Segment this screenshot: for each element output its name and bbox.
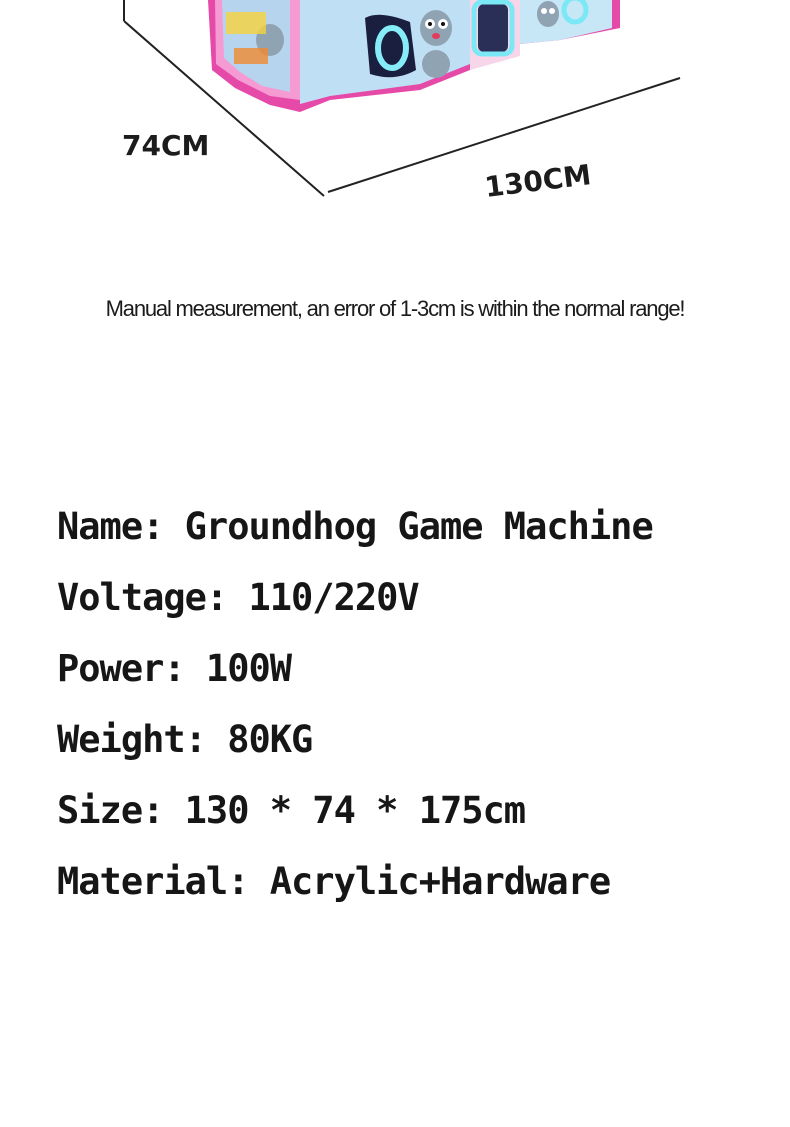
spec-name: Name: Groundhog Game Machine xyxy=(57,505,653,548)
spec-voltage: Voltage: 110/220V xyxy=(57,576,419,619)
spec-weight: Weight: 80KG xyxy=(57,718,313,761)
spec-size: Size: 130 * 74 * 175cm xyxy=(57,789,526,832)
width-label: 130CM xyxy=(482,158,593,204)
machine-illustration xyxy=(208,0,620,112)
product-dimension-figure xyxy=(0,0,790,260)
spec-list xyxy=(57,503,653,929)
depth-label: 74CM xyxy=(122,129,210,162)
spec-power: Power: 100W xyxy=(57,647,292,690)
spec-material: Material: Acrylic+Hardware xyxy=(57,860,611,903)
measurement-note: Manual measurement, an error of 1-3cm is within the normal range! xyxy=(105,296,685,321)
